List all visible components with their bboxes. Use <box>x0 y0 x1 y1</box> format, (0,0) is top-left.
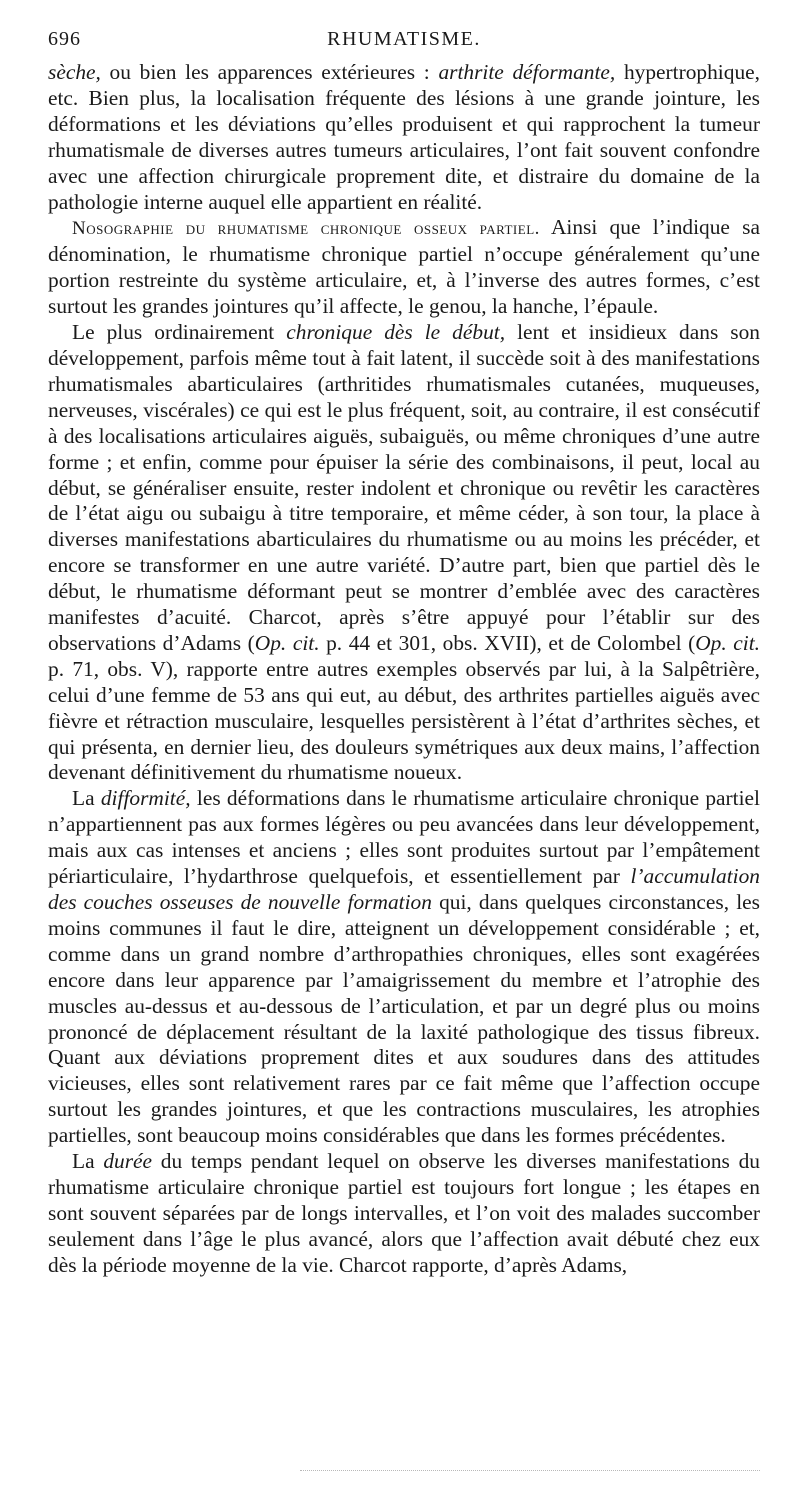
paragraph-3 <box>48 320 760 786</box>
running-title: RHUMATISME. <box>327 28 481 50</box>
paragraph-2 <box>48 215 760 320</box>
paragraph-3-seg-0: Le plus ordinairement <box>72 320 287 345</box>
paragraph-5 <box>48 1149 760 1279</box>
paragraph-1-seg-0: sèche, <box>48 60 101 84</box>
paragraph-4 <box>48 786 760 1149</box>
page-header <box>48 28 760 60</box>
paragraph-3-seg-3: Op. cit. <box>254 630 320 655</box>
section-heading: Nosographie du rhumatisme chronique osseux partiel. <box>72 218 540 240</box>
paragraph-4-seg-4: qui, dans quelques circonstances, les moins communes il faut le dire, atteignent un développement considérable ; et, comme dans un grand nombre d’arthropathies chroniques, elles sont exagérées encore dans leur apparence par l’amaigrissement du membre et l’atrophie des muscles au-dessus et au-dessous de l’articulation, et par un degré plus ou moins prononcé de déplacement résultant de la laxité pathologique des tissus fibreux. Quant aux déviations proprement dites et aux soudures dans des attitudes vicieuses, elles sont relativement rares par ce fait même que l’affection occupe surtout les grandes jointures, et que les contractions musculaires, les atrophies partielles, sont beaucoup moins considérables que dans les formes précédentes. <box>48 890 760 1148</box>
print-artifact-line <box>300 1466 760 1471</box>
body-text <box>48 60 760 1279</box>
paragraph-1-seg-3: hypertrophique, etc. Bien plus, la localisation fréquente des lésions à une grande jointure, les déformations et les déviations qu’elles produisent et qui rapprochent la tumeur rhumatismale de diverses autres tumeurs articulaires, l’ont fait souvent confondre avec une affection chirurgicale proprement dite, et distraire du domaine de la pathologie interne auquel elle appartient en réalité. <box>48 60 760 214</box>
page-number: 696 <box>48 28 81 50</box>
paragraph-5-seg-0: La <box>72 1149 104 1174</box>
paragraph-1 <box>48 60 760 215</box>
paragraph-3-seg-4: p. 44 et 301, obs. XVII), et de Colombel ( <box>319 630 696 655</box>
paragraph-1-seg-1: ou bien les apparences extérieures : <box>100 60 439 84</box>
paragraph-3-seg-5: Op. cit. <box>695 630 760 655</box>
paragraph-5-seg-1: durée <box>103 1149 153 1174</box>
book-page <box>48 28 760 1279</box>
paragraph-3-seg-6: p. 71, obs. V), rapporte entre autres exemples observés par lui, à la Salpêtrière, celui d’une femme de 53 ans qui eut, au début, des arthrites partielles aiguës avec fièvre et rétraction musculaire, lesquelles persistèrent à l’état d’arthrites sèches, et qui présenta, en dernier lieu, des douleurs symétriques aux deux mains, l’affection devenant définitivement du rhumatisme noueux. <box>48 656 760 785</box>
paragraph-4-seg-2: les déformations dans le rhumatisme articulaire chronique partiel n’appartiennent pas aux formes légères ou peu avancées dans leur développement, mais aux cas intenses et anciens ; elles sont produites surtout par l’empâtement périarticulaire, l’hydarthrose quelquefois, et essentiellement par <box>48 786 760 889</box>
paragraph-1-seg-2: arthrite déformante, <box>438 60 616 84</box>
paragraph-4-seg-1: difformité, <box>100 786 191 811</box>
paragraph-3-seg-1: chronique dès le début, <box>286 320 506 345</box>
paragraph-3-seg-2: lent et insidieux dans son développement, parfois même tout à fait latent, il succède soit à des manifestations rhumatismales abarticulaires (arthritides rhumatismales cutanées, muqueuses, nerveuses, viscérales) ce qui est le plus fréquent, soit, au contraire, il est consécutif à des localisations articulaires aiguës, subaiguës, ou même chroniques d’une autre forme ; et enfin, comme pour épuiser la série des combinaisons, il peut, local au début, se généraliser ensuite, rester indolent et chronique ou revêtir les caractères de l’état aigu ou subaigu à titre temporaire, et même céder, à son tour, la place à diverses manifestations abarticulaires du rhumatisme ou au moins les précéder, et encore se transformer en une autre variété. D’autre part, bien que partiel dès le début, le rhumatisme déformant peut se montrer d’emblée avec des caractères manifestes d’acuité. Charcot, après s’être appuyé pour l’établir sur des observations d’Adams ( <box>48 320 760 655</box>
paragraph-2-seg-0: Ainsi que l’indique sa dénomination, le rhumatisme chronique partiel n’occupe généralement qu’une portion restreinte du système articulaire, et, à l’inverse des autres formes, c’est surtout les grandes jointures qu’il affecte, le genou, la hanche, l’épaule. <box>48 215 760 319</box>
paragraph-4-seg-3: l’accumulation des couches osseuses de nouvelle formation <box>48 864 760 914</box>
paragraph-5-seg-2: du temps pendant lequel on observe les diverses manifestations du rhumatisme articulaire chronique partiel est toujours fort longue ; les étapes en sont souvent séparées par de longs intervalles, et l’on voit des malades succomber seulement dans l’âge le plus avancé, alors que l’affection avait débuté chez eux dès la période moyenne de la vie. Charcot rapporte, d’après Adams, <box>48 1149 760 1277</box>
paragraph-4-seg-0: La <box>72 786 101 811</box>
